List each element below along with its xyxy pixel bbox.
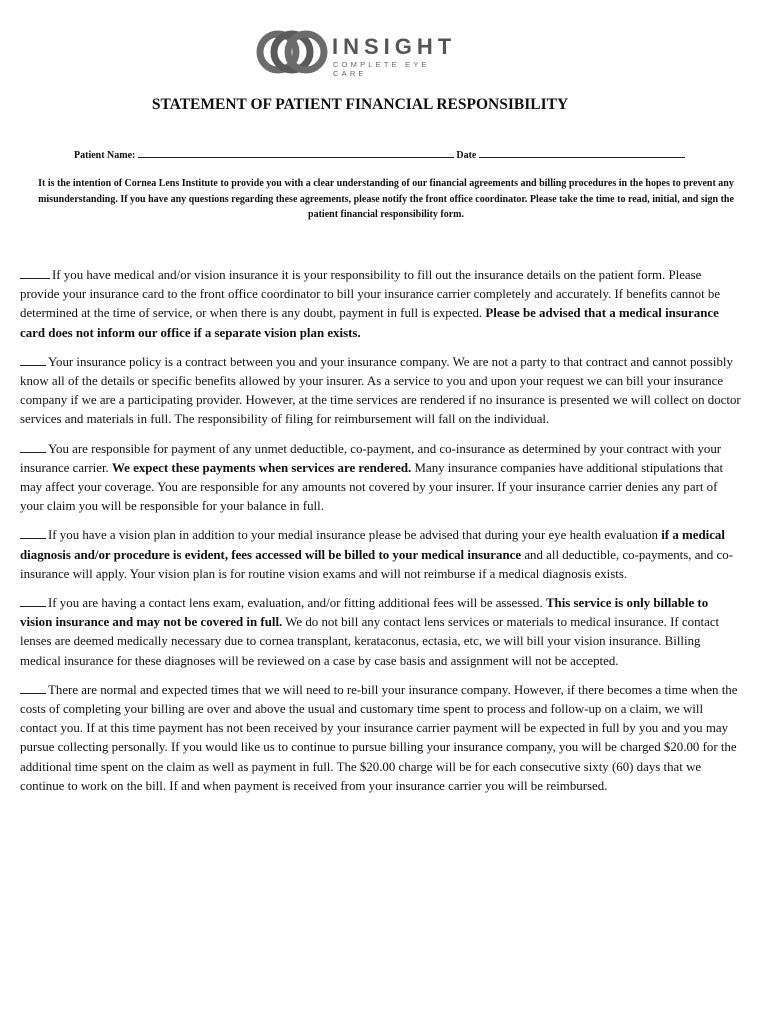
clause-emphasis: Please be advised that a medical insurance card does not inform our office if a separate vision plan exists. (20, 306, 719, 340)
clause-6 (20, 681, 742, 796)
date-field[interactable] (479, 148, 685, 158)
clause-text: If you have medical and/or vision insurance it is your responsibility to fill out the insurance details on the patient form. Please provide your insurance card to the front office coordinator to bill your insurance carrier completely and accurately. If benefits cannot be determined at the time of service, or when there is any doubt, payment in full is expected. (20, 268, 721, 321)
initial-field-2[interactable] (20, 354, 46, 366)
clause-2 (20, 353, 742, 430)
intro-paragraph: It is the intention of Cornea Lens Institute to provide you with a clear understanding of our financial agreements and billing procedures in the hopes to prevent any misunderstanding. If you have any questions regarding these agreements, please notify the front office coordinator. Please take the time to read, initial, and sign the patient financial responsibility form. (38, 178, 734, 220)
clause-text: If you have a vision plan in addition to your medial insurance please be advised that during your eye health evaluation (48, 528, 658, 543)
three-ring-logo-icon (256, 26, 328, 78)
clause-text: If you are having a contact lens exam, evaluation, and/or fitting additional fees will be assessed. (48, 596, 543, 611)
clause-3 (20, 440, 742, 517)
clause-4 (20, 526, 742, 584)
clause-emphasis: We expect these payments when services are rendered. (111, 460, 412, 475)
clause-text: There are normal and expected times that we will need to re-bill your insurance company. However, if there becomes a time when the costs of completing your billing are over and above the usual and customary time spent to process and follow-up on a claim, we will contact you. If at this time payment has not been received by your insurance carrier payment will be expected in full by you and you may pursue collecting personally. If you would like us to continue to pursue billing your insurance company, you will be charged $20.00 for the additional time spent on the claim as well as payment in full. The $20.00 charge will be for each consecutive sixty (60) days that we continue to work on the bill. If and when payment is received from your insurance carrier you will be reimbursed. (20, 682, 738, 793)
initial-field-3[interactable] (20, 441, 46, 453)
clause-1 (20, 266, 742, 343)
clause-text: You are responsible for payment of any unmet deductible, co-payment, and co-insurance as determined by your contract with your insurance carrier. (20, 441, 722, 475)
page-title: STATEMENT OF PATIENT FINANCIAL RESPONSIBILITY (151, 96, 569, 113)
date-label: Date (456, 150, 477, 161)
clause-text-continued: Many insurance companies have additional stipulations that may affect your coverage. You are responsible for any amounts not covered by your insurer. If your insurance carrier denies any part of your claim you will be responsible for your balance in full. (20, 460, 724, 514)
initial-field-4[interactable] (20, 527, 46, 539)
clause-text: Your insurance policy is a contract between you and your insurance company. We are not a party to that contract and cannot possibly know all of the details or specific benefits allowed by your insurer. As a service to you and upon your request we can bill your insurance company if we are a participating provider. However, at the time services are rendered if no insurance is presented we will collect on doctor services and materials in full. The responsibility of filing for reimbursement will fall on the individual. (20, 354, 741, 427)
initial-field-1[interactable] (20, 267, 50, 279)
clause-text-continued: We do not bill any contact lens services or materials to medical insurance. If contact lenses are deemed medically necessary due to cornea transplant, kerataconus, ectasia, etc, we will bill your vision insurance. Billing medical insurance for these diagnoses will be reviewed on a case by case basis and assignment will not be accepted. (20, 615, 720, 668)
clause-emphasis: This service is only billable to vision insurance and may not be covered in full. (20, 596, 709, 630)
patient-name-date-line (74, 148, 685, 161)
initial-field-6[interactable] (20, 682, 46, 694)
initial-field-5[interactable] (20, 595, 46, 607)
clause-list (20, 266, 742, 806)
clause-text-continued: and all deductible, co-payments, and co-insurance will apply. Your vision plan is for routine vision exams and will not reimburse if a medical diagnosis exists. (20, 547, 733, 581)
logo-tagline: COMPLETE EYE CARE (333, 60, 430, 78)
insight-logo (256, 26, 456, 78)
patient-name-field[interactable] (138, 148, 454, 158)
patient-name-label: Patient Name: (74, 150, 136, 161)
logo-wordmark: INSIGHT (332, 34, 457, 59)
clause-emphasis: if a medical diagnosis and/or procedure is evident, fees accessed will be billed to your medical insurance (20, 528, 725, 562)
clause-5 (20, 594, 742, 671)
